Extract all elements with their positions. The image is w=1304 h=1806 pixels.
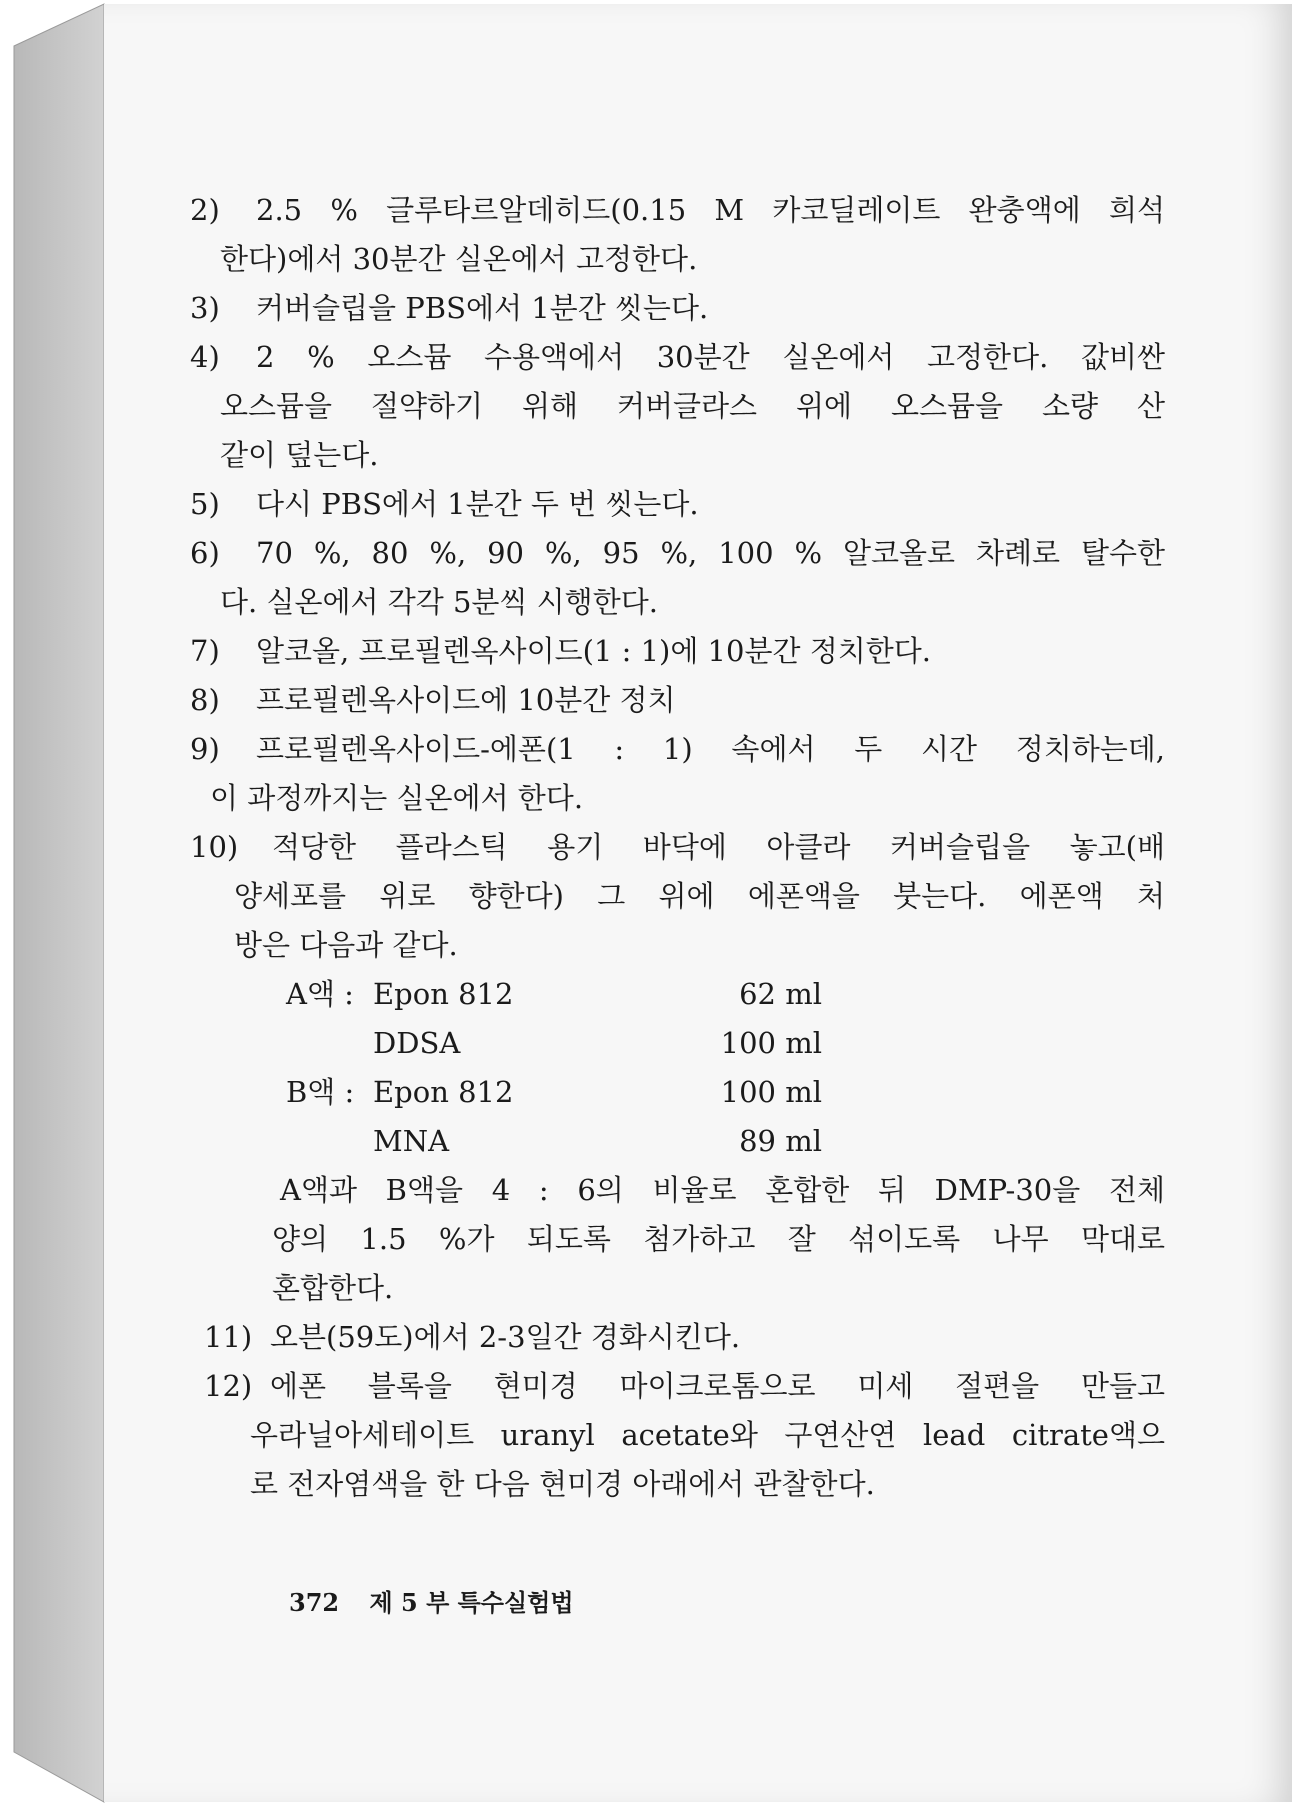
mixing-paragraph xyxy=(190,1166,1165,1313)
step-line: 한다)에서 30분간 실온에서 고정한다. xyxy=(220,242,698,276)
step-line: 오븐(59도)에서 2-3일간 경화시킨다. xyxy=(270,1320,741,1354)
step-number: 12) xyxy=(204,1369,253,1403)
paragraph-line: 혼합한다. xyxy=(272,1271,394,1305)
step-number: 7) xyxy=(190,634,220,668)
recipe-volume: 100 ml xyxy=(720,1075,822,1109)
step-9 xyxy=(190,725,1165,823)
step-line: 커버슬립을 PBS에서 1분간 씻는다. xyxy=(256,291,709,325)
recipe-volume: 62 ml xyxy=(739,977,822,1011)
step-line: 우라닐아세테이트 uranyl acetate와 구연산연 lead citrate액으 xyxy=(250,1418,1165,1452)
step-line: 적당한 플라스틱 용기 바닥에 아클라 커버슬립을 놓고(배 xyxy=(272,830,1165,864)
step-8 xyxy=(190,676,1165,725)
recipe-volume: 89 ml xyxy=(739,1124,822,1158)
paragraph-line: 양의 1.5 %가 되도록 첨가하고 잘 섞이도록 나무 막대로 xyxy=(272,1222,1165,1256)
step-line: 오스뮴을 절약하기 위해 커버글라스 위에 오스뮴을 소량 산 xyxy=(220,389,1165,423)
step-number: 9) xyxy=(190,732,220,766)
page-footer xyxy=(289,1583,574,1618)
step-line: 방은 다음과 같다. xyxy=(234,928,458,962)
step-2 xyxy=(190,186,1165,284)
step-number: 6) xyxy=(190,536,220,570)
section-title: 제 5 부 특수실험법 xyxy=(369,1588,574,1617)
step-10 xyxy=(190,823,1165,970)
step-line: 이 과정까지는 실온에서 한다. xyxy=(210,781,584,815)
step-line: 양세포를 위로 향한다) 그 위에 에폰액을 붓는다. 에폰액 처 xyxy=(234,879,1165,913)
step-line: 2.5 % 글루타르알데히드(0.15 M 카코딜레이트 완충액에 희석 xyxy=(256,193,1165,227)
step-3 xyxy=(190,284,1165,333)
step-4 xyxy=(190,333,1165,480)
step-number: 11) xyxy=(204,1320,253,1354)
recipe-reagent: Epon 812 xyxy=(373,1075,514,1109)
step-number: 8) xyxy=(190,683,220,717)
page-number: 372 xyxy=(289,1588,340,1617)
step-line: 다시 PBS에서 1분간 두 번 씻는다. xyxy=(256,487,699,521)
epon-recipe-table xyxy=(190,970,1165,1166)
step-11 xyxy=(204,1313,1165,1362)
step-5 xyxy=(190,480,1165,529)
step-line: 2 % 오스뮴 수용액에서 30분간 실온에서 고정한다. 값비싼 xyxy=(256,340,1165,374)
step-line: 70 %, 80 %, 90 %, 95 %, 100 % 알코올로 차례로 탈수한 xyxy=(256,536,1165,570)
step-number: 4) xyxy=(190,340,220,374)
recipe-volume: 100 ml xyxy=(720,1026,822,1060)
recipe-reagent: Epon 812 xyxy=(373,977,514,1011)
step-12 xyxy=(204,1362,1165,1509)
step-number: 5) xyxy=(190,487,220,521)
step-number: 2) xyxy=(190,193,220,227)
step-6 xyxy=(190,529,1165,627)
recipe-solution: A액 : xyxy=(286,977,354,1011)
step-line: 로 전자염색을 한 다음 현미경 아래에서 관찰한다. xyxy=(250,1467,875,1501)
step-line: 알코올, 프로필렌옥사이드(1 : 1)에 10분간 정치한다. xyxy=(256,634,931,668)
step-7 xyxy=(190,627,1165,676)
recipe-solution: B액 : xyxy=(286,1075,355,1109)
step-number: 3) xyxy=(190,291,220,325)
page-body xyxy=(190,186,1165,1509)
paragraph-line: A액과 B액을 4 : 6의 비율로 혼합한 뒤 DMP-30을 전체 xyxy=(280,1173,1165,1207)
step-line: 다. 실온에서 각각 5분씩 시행한다. xyxy=(220,585,658,619)
step-line: 프로필렌옥사이드-에폰(1 : 1) 속에서 두 시간 정치하는데, xyxy=(256,732,1165,766)
step-line: 프로필렌옥사이드에 10분간 정치 xyxy=(256,683,676,717)
step-line: 같이 덮는다. xyxy=(220,438,379,472)
step-number: 10) xyxy=(190,830,239,864)
step-line: 에폰 블록을 현미경 마이크로톰으로 미세 절편을 만들고 xyxy=(270,1369,1165,1403)
recipe-reagent: DDSA xyxy=(373,1026,461,1060)
recipe-reagent: MNA xyxy=(373,1124,450,1158)
